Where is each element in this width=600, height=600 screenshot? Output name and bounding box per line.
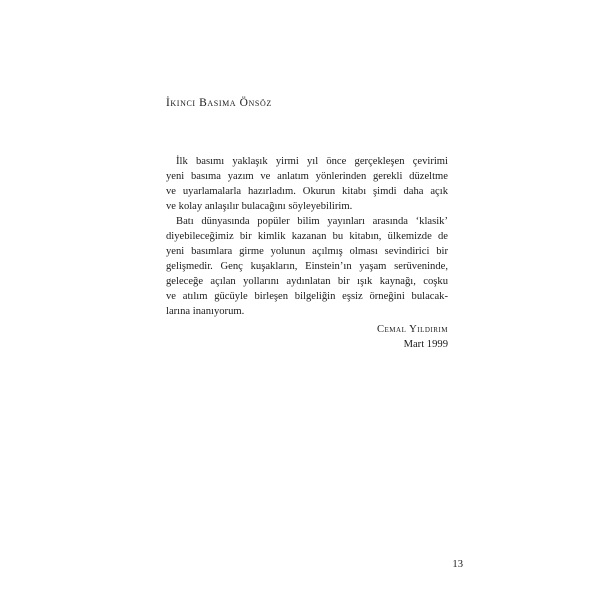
text-line: ve atılım gücüyle birleşen bilgeliğin eşsiz örneğini bulacak- [166, 291, 448, 302]
text-line: Batı dünyasında popüler bilim yayınları arasında ‘klasik’ [176, 216, 448, 227]
text-line: İlk basımı yaklaşık yirmi yıl önce gerçekleşen çevirimi [176, 156, 448, 167]
author-name: Cemal Yıldırım [376, 324, 448, 335]
text-line: geleceğe açılan yollarını aydınlatan bir ışık kaynağı, coşku [166, 276, 448, 287]
signature-date: Mart 1999 [403, 339, 448, 350]
text-line: larına inanıyorum. [166, 306, 245, 317]
text-line: yeni basımlara girme yolunun açılmış olması sevindirici bir [166, 246, 448, 257]
signature-block [377, 322, 448, 352]
text-line: ve kolay anlaşılır bulacağını söyleyebilirim. [166, 201, 353, 212]
page-heading: İkinci Basıma Önsöz [166, 97, 272, 109]
paragraph-1 [166, 154, 448, 214]
paragraph-2 [166, 214, 448, 319]
text-line: yeni basıma yazım ve anlatım yönlerinden gerekli düzeltme [166, 171, 448, 182]
text-line: ve uyarlamalarla hazırladım. Okurun kitabı şimdi daha açık [166, 186, 448, 197]
page-number: 13 [452, 559, 463, 570]
text-line: diyebileceğimiz bir kimlik kazanan bu kitabın, ülkemizde de [166, 231, 448, 242]
preface-body [166, 154, 448, 319]
text-line: gelişmedir. Genç kuşakların, Einstein’ın yaşam serüveninde, [166, 261, 448, 272]
